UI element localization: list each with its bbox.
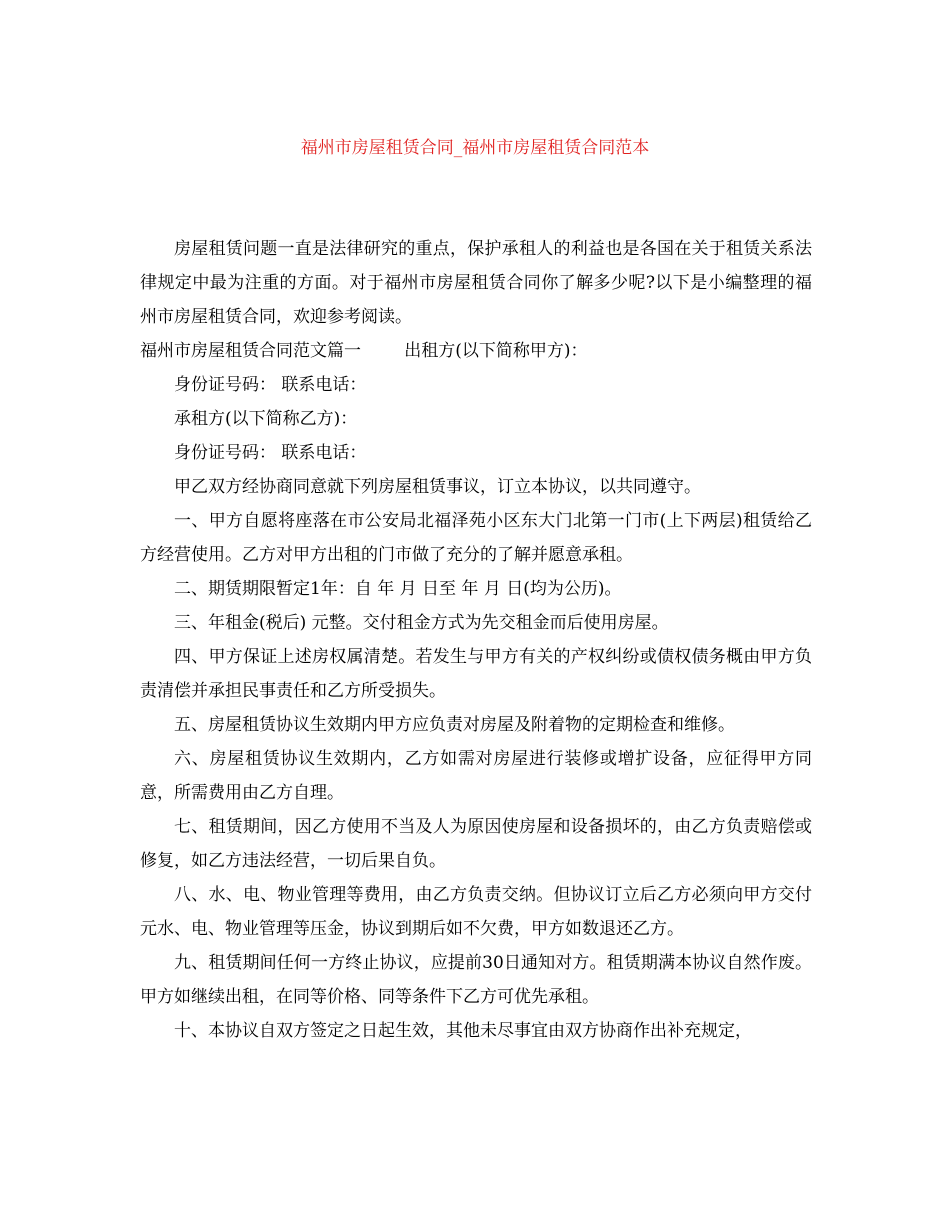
clause-1: 一、甲方自愿将座落在市公安局北福泽苑小区东大门北第一门市(上下两层)租赁给乙方经营使用。乙方对甲方出租的门市做了充分的了解并愿意承租。 [140, 511, 812, 565]
lessor-id-line: 身份证号码： 联系电话： [174, 375, 367, 395]
document-body [140, 232, 812, 1048]
clause-7: 七、租赁期间，因乙方使用不当及人为原因使房屋和设备损坏的，由乙方负责赔偿或修复，如乙方违法经营，一切后果自负。 [140, 817, 812, 871]
clause-3: 三、年租金(税后) 元整。交付租金方式为先交租金而后使用房屋。 [174, 613, 669, 633]
section-heading-line [140, 334, 812, 368]
clause-4: 四、甲方保证上述房权属清楚。若发生与甲方有关的产权纠纷或债权债务概由甲方负责清偿并承担民事责任和乙方所受损失。 [140, 647, 812, 701]
section-heading: 福州市房屋租赁合同范文篇一 [140, 341, 361, 361]
clause-9: 九、租赁期间任何一方终止协议，应提前30日通知对方。租赁期满本协议自然作废。甲方如继续出租，在同等价格、同等条件下乙方可优先承租。 [140, 953, 812, 1007]
clause-5: 五、房屋租赁协议生效期内甲方应负责对房屋及附着物的定期检查和维修。 [174, 715, 735, 735]
clause-2: 二、期赁期限暂定1年：自 年 月 日至 年 月 日(均为公历)。 [174, 579, 622, 599]
lessee-label: 承租方(以下简称乙方)： [174, 409, 358, 429]
clause-6: 六、房屋租赁协议生效期内，乙方如需对房屋进行装修或增扩设备，应征得甲方同意，所需费用由乙方自理。 [140, 749, 812, 803]
document-title: 福州市房屋租赁合同_福州市房屋租赁合同范本 [300, 138, 650, 158]
lessee-id-line: 身份证号码： 联系电话： [174, 443, 367, 463]
clause-8: 八、水、电、物业管理等费用，由乙方负责交纳。但协议订立后乙方必须向甲方交付 元水、电、物业管理等压金，协议到期后如不欠费，甲方如数退还乙方。 [140, 885, 812, 939]
section-gap [361, 341, 404, 361]
agreement-intro: 甲乙双方经协商同意就下列房屋租赁事议，订立本协议，以共同遵守。 [174, 477, 701, 497]
clause-10: 十、本协议自双方签定之日起生效，其他未尽事宜由双方协商作出补充规定， [174, 1021, 752, 1041]
lessor-label: 出租方(以下简称甲方)： [404, 341, 588, 361]
intro-paragraph: 房屋租赁问题一直是法律研究的重点，保护承租人的利益也是各国在关于租赁关系法律规定中最为注重的方面。对于福州市房屋租赁合同你了解多少呢?以下是小编整理的福州市房屋租赁合同，欢迎参考阅读。 [140, 239, 812, 327]
